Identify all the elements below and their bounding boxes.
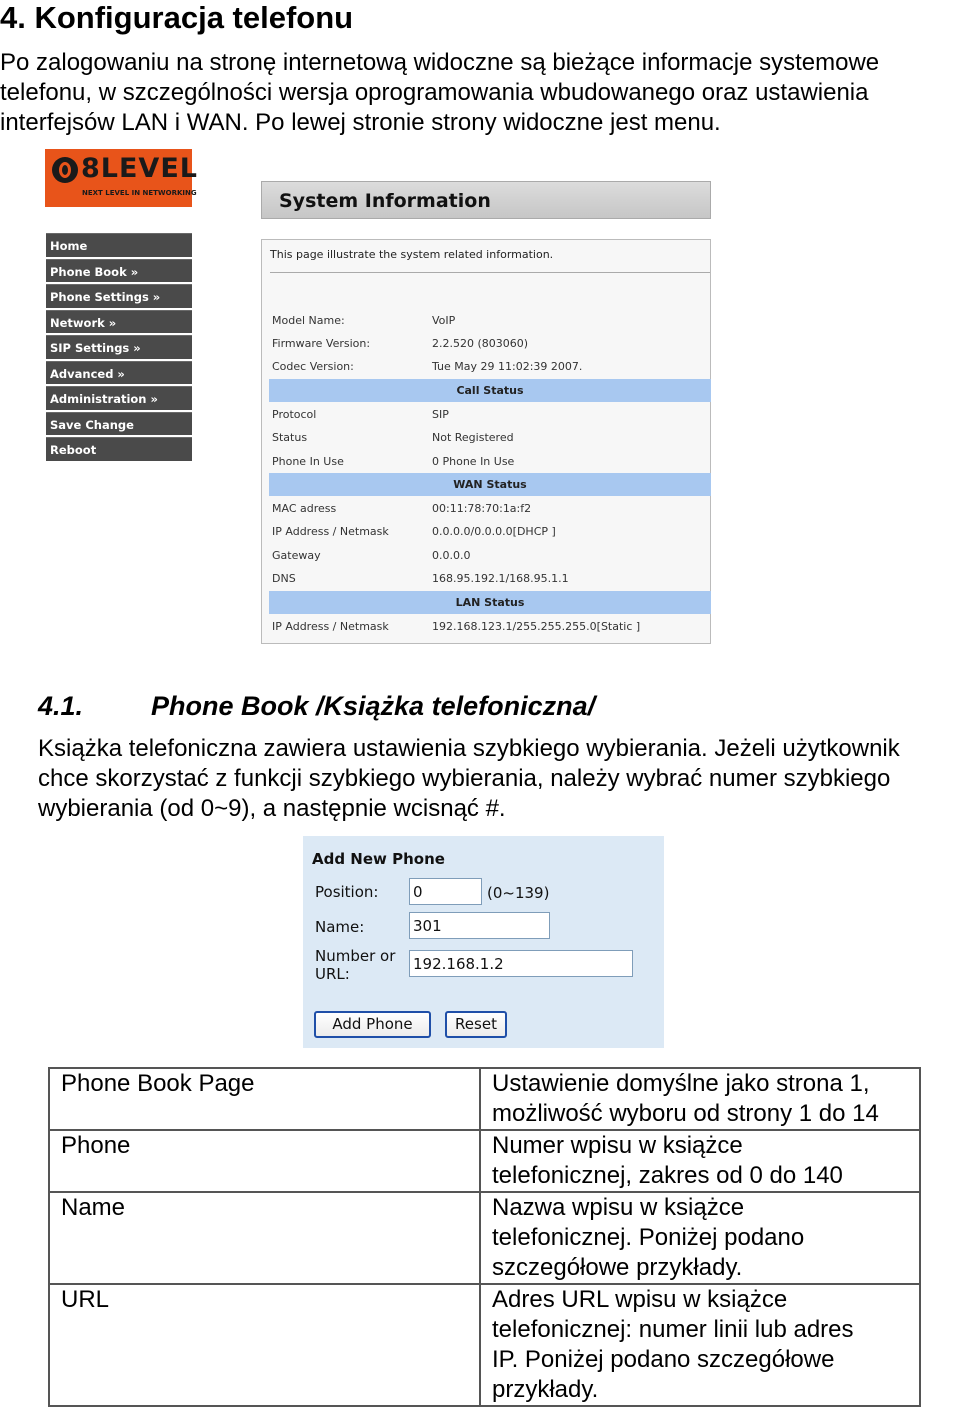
position-input[interactable]: 0 (409, 878, 482, 905)
menu-item-administration[interactable]: Administration » (46, 386, 192, 410)
info-key: DNS (272, 572, 296, 585)
info-key: Status (272, 431, 308, 444)
info-key: IP Address / Netmask (272, 525, 389, 538)
info-row-gateway (272, 544, 712, 567)
number-label: Number or (315, 947, 396, 965)
table-term: Name (49, 1192, 480, 1284)
table-desc (480, 1192, 920, 1284)
table-desc (480, 1068, 920, 1130)
info-row-dns (272, 567, 712, 590)
info-value: 00:11:78:70:1a:f2 (432, 502, 532, 515)
table-term: URL (49, 1284, 480, 1406)
table-row (49, 1284, 920, 1406)
table-row (49, 1192, 920, 1284)
parameters-table (48, 1067, 921, 1407)
info-value: 2.2.520 (803060) (432, 337, 529, 350)
intro-line-1: Po zalogowaniu na stronę internetową widoczne są bieżące informacje systemowe (0, 49, 880, 76)
divider (270, 272, 710, 273)
desc-line: szczegółowe przykłady. (492, 1254, 743, 1281)
call-status-band: Call Status (269, 379, 711, 402)
position-label: Position: (315, 883, 379, 901)
desc-line: telefonicznej: numer linii lub adres (492, 1316, 854, 1343)
table-desc (480, 1284, 920, 1406)
table-term: Phone Book Page (49, 1068, 480, 1130)
system-info-intro: This page illustrate the system related information. (270, 248, 554, 261)
menu-item-network[interactable]: Network » (46, 310, 192, 334)
system-info-title: System Information (261, 181, 711, 219)
info-key: Model Name: (272, 314, 345, 327)
name-label: Name: (315, 918, 365, 936)
form-title: Add New Phone (312, 850, 445, 868)
desc-line: przykłady. (492, 1376, 599, 1403)
menu-item-phone-book[interactable]: Phone Book » (46, 259, 192, 283)
info-value: SIP (432, 408, 449, 421)
info-key: Firmware Version: (272, 337, 371, 350)
info-value: Tue May 29 11:02:39 2007. (432, 360, 583, 373)
table-row (49, 1068, 920, 1130)
desc-line: Nazwa wpisu w książce (492, 1194, 745, 1221)
intro-line-3: interfejsów LAN i WAN. Po lewej stronie strony widoczne jest menu. (0, 109, 721, 136)
subsection-number: 4.1. (38, 691, 84, 721)
info-key: Codec Version: (272, 360, 354, 373)
info-row-phone-in-use (272, 450, 712, 473)
menu-item-reboot[interactable]: Reboot (46, 437, 192, 461)
info-value: 168.95.192.1/168.95.1.1 (432, 572, 569, 585)
desc-line: IP. Poniżej podano szczegółowe (492, 1346, 835, 1373)
desc-line: Numer wpisu w książce (492, 1132, 743, 1159)
brand-logo (45, 149, 198, 207)
info-row-firmware (272, 332, 712, 355)
subsection-title: Phone Book /Książka telefoniczna/ (151, 691, 596, 721)
desc-line: telefonicznej. Poniżej podano (492, 1224, 805, 1251)
info-key: Protocol (272, 408, 317, 421)
info-value: 192.168.123.1/255.255.255.0[Static ] (432, 620, 641, 633)
reset-button[interactable]: Reset (445, 1011, 507, 1038)
info-key: Phone In Use (272, 455, 344, 468)
position-hint: (0~139) (487, 884, 550, 902)
info-value: 0.0.0.0 (432, 549, 471, 562)
intro-line-2: telefonu, w szczególności wersja oprogramowania wbudowanego oraz ustawienia (0, 79, 869, 106)
info-row-model (272, 309, 712, 332)
section-heading: 4. Konfiguracja telefonu (0, 0, 354, 35)
add-phone-button[interactable]: Add Phone (314, 1011, 431, 1038)
menu-item-sip-settings[interactable]: SIP Settings » (46, 335, 192, 359)
info-key: MAC adress (272, 502, 337, 515)
menu-item-phone-settings[interactable]: Phone Settings » (46, 284, 192, 308)
info-value: VoIP (432, 314, 456, 327)
info-key: Gateway (272, 549, 321, 562)
menu-item-advanced[interactable]: Advanced » (46, 361, 192, 385)
desc-line: Adres URL wpisu w książce (492, 1286, 788, 1313)
add-phone-form (303, 836, 664, 1048)
info-row-codec (272, 355, 712, 378)
desc-line: możliwość wyboru od strony 1 do 14 (492, 1100, 879, 1127)
info-row-wan-ip (272, 520, 712, 543)
desc-line: Ustawienie domyślne jako strona 1, (492, 1070, 870, 1097)
sidebar-menu (46, 233, 192, 463)
table-desc (480, 1130, 920, 1192)
phonebook-line-2: chce skorzystać z funkcji szybkiego wybierania, należy wybrać numer szybkiego (38, 765, 891, 792)
wan-status-band: WAN Status (269, 473, 711, 496)
table-row (49, 1130, 920, 1192)
info-value: 0 Phone In Use (432, 455, 515, 468)
info-row-protocol (272, 403, 712, 426)
info-row-lan-ip (272, 615, 712, 638)
info-value: Not Registered (432, 431, 514, 444)
info-row-mac (272, 497, 712, 520)
logo-tagline: NEXT LEVEL IN NETWORKING (82, 189, 197, 197)
info-value: 0.0.0.0/0.0.0.0[DHCP ] (432, 525, 556, 538)
system-info-panel (261, 239, 711, 644)
url-label: URL: (315, 965, 350, 983)
table-term: Phone (49, 1130, 480, 1192)
logo-brand: 8LEVEL (81, 153, 198, 184)
info-key: IP Address / Netmask (272, 620, 389, 633)
phonebook-line-1: Książka telefoniczna zawiera ustawienia szybkiego wybierania. Jeżeli użytkownik (38, 735, 900, 762)
number-url-input[interactable]: 192.168.1.2 (409, 950, 633, 977)
logo-mark-icon (52, 157, 78, 183)
name-input[interactable]: 301 (409, 912, 550, 939)
desc-line: telefonicznej, zakres od 0 do 140 (492, 1162, 843, 1189)
menu-item-save-change[interactable]: Save Change (46, 412, 192, 436)
info-row-status (272, 426, 712, 449)
menu-item-home[interactable]: Home (46, 233, 192, 257)
lan-status-band: LAN Status (269, 591, 711, 614)
phonebook-line-3: wybierania (od 0~9), a następnie wcisnąć #. (38, 795, 506, 822)
